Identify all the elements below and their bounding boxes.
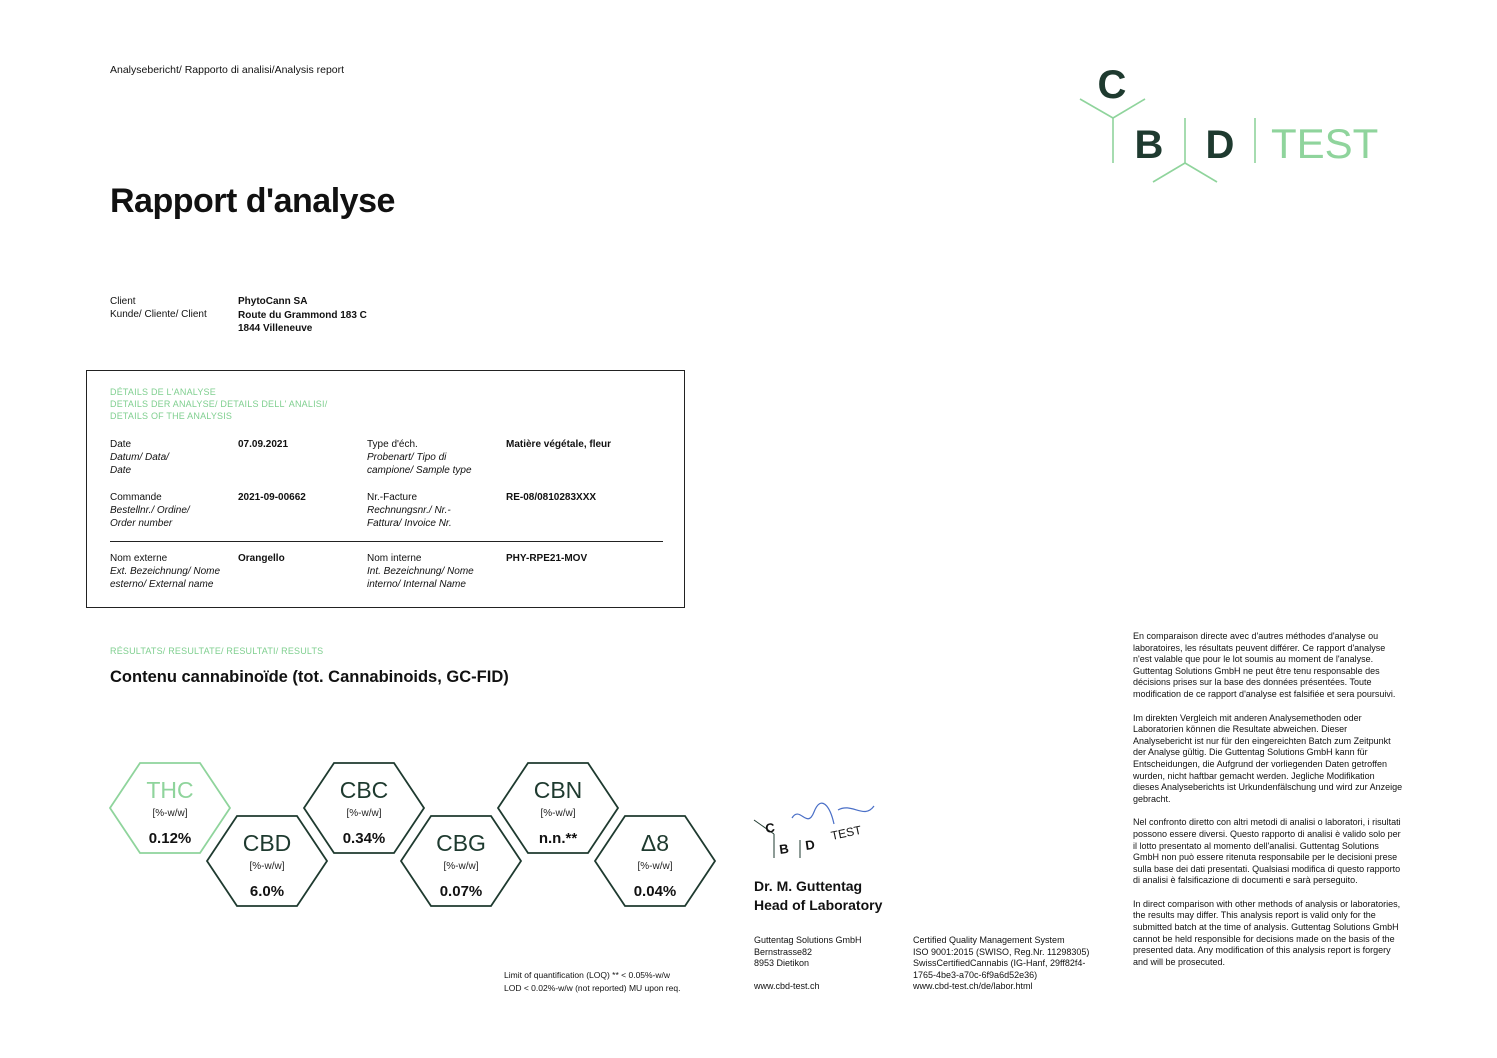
invoice-label-text: Nr.-Facture bbox=[367, 492, 418, 503]
stamp-letter-c: C bbox=[764, 819, 776, 836]
loq-line: Limit of quantification (LOQ) ** < 0.05%-w/w bbox=[504, 970, 671, 980]
lab-website: www.cbd-test.ch/de/labor.html bbox=[913, 981, 1033, 991]
sample-type-label bbox=[367, 438, 472, 477]
order-value: 2021-09-00662 bbox=[238, 492, 306, 503]
client-label-translations: Kunde/ Cliente/ Client bbox=[110, 309, 207, 320]
disclaimer-fr: En comparaison directe avec d'autres méthodes d'analyse ou laboratoires, les résultats peuvent différer. Ce rapport d'analyse n'est valable que pour le lot soumis au moment de l'analyse. Guttentag Solutions GmbH ne peut être tenu responsable des décisions prises sur la base des données présentées. Toute modification de ce rapport d'analyse est falsifiée et sera poursuivi. bbox=[1133, 631, 1396, 699]
invoice-label-sub: Rechnungsnr./ Nr.- bbox=[367, 505, 451, 516]
signature-stamp bbox=[752, 800, 892, 870]
loq-line: LOD < 0.02%-w/w (not reported) MU upon req. bbox=[504, 983, 681, 993]
cannabinoid-unit: [%-w/w] bbox=[249, 861, 285, 872]
sample-type-label-sub: Probenart/ Tipo di bbox=[367, 452, 447, 463]
handwritten-signature bbox=[792, 803, 874, 824]
int-name-label-sub: interno/ Internal Name bbox=[367, 579, 466, 590]
int-name-value: PHY-RPE21-MOV bbox=[506, 553, 588, 564]
hex-cbn bbox=[498, 763, 618, 853]
swiss-cert-line: 1765-4be3-a70c-6f9a6d52e36) bbox=[913, 969, 1038, 980]
cannabinoid-value: 6.0% bbox=[249, 883, 285, 900]
ext-name-label-sub: esterno/ External name bbox=[110, 579, 214, 590]
hex-cbd bbox=[207, 816, 327, 906]
order-label-sub: Order number bbox=[110, 518, 173, 529]
hex-thc bbox=[110, 763, 230, 853]
signatory-role: Head of Laboratory bbox=[754, 897, 883, 913]
date-value: 07.09.2021 bbox=[238, 439, 289, 450]
cannabinoid-hexagons bbox=[100, 735, 720, 910]
signatory-name: Dr. M. Guttentag bbox=[754, 878, 863, 894]
page-title: Rapport d'analyse bbox=[110, 182, 395, 220]
details-heading bbox=[110, 386, 327, 422]
cbd-test-logo bbox=[1075, 62, 1395, 187]
sample-type-value: Matière végétale, fleur bbox=[506, 439, 612, 450]
disclaimer-en: In direct comparison with other methods of analysis or laboratories, the results may differ. This analysis report is valid only for the submitted batch at the time of analysis. Guttentag Solutions GmbH cannot be held responsible for decisions made on the basis of the presented data. Any modification of this analysis report is forgery and will be prosecuted. bbox=[1133, 898, 1401, 967]
results-section-title: Contenu cannabinoïde (tot. Cannabinoids, GC-FID) bbox=[110, 668, 509, 686]
stamp-letter-b: B bbox=[778, 840, 790, 857]
stamp-word-test: TEST bbox=[829, 822, 863, 843]
ext-name-label-text: Nom externe bbox=[110, 553, 168, 564]
iso-line: ISO 9001:2015 (SWISO, Reg.Nr. 11298305) bbox=[913, 946, 1090, 957]
date-label bbox=[110, 438, 169, 477]
cannabinoid-value: n.n.** bbox=[538, 830, 578, 847]
client-label: Client bbox=[110, 296, 136, 307]
date-label-sub: Datum/ Data/ bbox=[110, 452, 169, 463]
details-heading-line: DETAILS DER ANALYSE/ DETAILS DELL' ANALISI/ bbox=[110, 399, 328, 409]
disclaimer-it: Nel confronto diretto con altri metodi di analisi o laboratori, i risultati possono essere diversi. Questo rapporto di analisi è valido solo per il lotto presentato al momento dell'analisi. Guttentag Solutions GmbH non può essere ritenuta responsabile per le decisioni prese sulla base dei dati presentati. Qualsiasi modifica di questo rapporto di analisi è falsificazione di documenti e sarà perseguito. bbox=[1133, 817, 1401, 886]
sample-type-label-sub: campione/ Sample type bbox=[367, 465, 472, 476]
cannabinoid-name: CBN bbox=[533, 777, 583, 803]
details-divider bbox=[110, 541, 663, 542]
sample-type-label-text: Type d'éch. bbox=[367, 439, 418, 450]
disclaimer-de: Im direkten Vergleich mit anderen Analysemethoden oder Laboratorien können die Resultate abweichen. Dieser Analysebericht ist nur für den eingereichten Batch zum Zeitpunkt der Analyse gültig. Die Guttentag Solutions GmbH kann für Entscheidungen, die Aufgrund der vorliegenden Daten getroffen wurden, nicht haftbar gemacht werden. Jegliche Modifikation dieses Analyseberichts ist Urkundenfälschung und wird zur Anzeige gebracht. bbox=[1133, 712, 1403, 804]
cannabinoid-name: THC bbox=[146, 777, 194, 803]
stamp-letter-d: D bbox=[804, 836, 816, 853]
cannabinoid-unit: [%-w/w] bbox=[443, 861, 479, 872]
company-street: Bernstrasse82 bbox=[754, 946, 813, 957]
client-city: 1844 Villeneuve bbox=[238, 323, 313, 334]
order-label-sub: Bestellnr./ Ordine/ bbox=[110, 505, 190, 516]
int-name-label-text: Nom interne bbox=[367, 553, 422, 564]
cannabinoid-unit: [%-w/w] bbox=[637, 861, 673, 872]
signatory bbox=[754, 877, 882, 915]
company-certifications bbox=[913, 935, 1089, 993]
int-name-label-sub: Int. Bezeichnung/ Nome bbox=[367, 566, 474, 577]
client-labels bbox=[110, 295, 207, 321]
invoice-label bbox=[367, 491, 452, 530]
cannabinoid-unit: [%-w/w] bbox=[346, 808, 382, 819]
cannabinoid-value: 0.07% bbox=[439, 883, 483, 900]
invoice-value: RE-08/0810283XXX bbox=[506, 492, 597, 503]
client-name: PhytoCann SA bbox=[238, 296, 308, 307]
results-heading: RÉSULTATS/ RESULTATE/ RESULTATI/ RESULTS bbox=[110, 646, 324, 656]
order-label bbox=[110, 491, 190, 530]
order-label-text: Commande bbox=[110, 492, 162, 503]
company-website: www.cbd-test.ch bbox=[754, 981, 820, 991]
cannabinoid-name: CBG bbox=[436, 830, 486, 856]
cannabinoid-value: 0.12% bbox=[148, 830, 192, 847]
loq-note bbox=[504, 969, 680, 995]
client-street: Route du Grammond 183 C bbox=[238, 309, 367, 321]
logo-word-test: TEST bbox=[1271, 120, 1379, 167]
client-address bbox=[238, 295, 367, 336]
report-type-label: Analysebericht/ Rapporto di analisi/Analysis report bbox=[110, 64, 345, 76]
cannabinoid-value: 0.34% bbox=[342, 830, 386, 847]
hex-cbg bbox=[401, 816, 521, 906]
ext-name-label-sub: Ext. Bezeichnung/ Nome bbox=[110, 566, 221, 577]
cannabinoid-value: 0.04% bbox=[633, 883, 677, 900]
company-name: Guttentag Solutions GmbH bbox=[754, 935, 862, 945]
hex-8 bbox=[595, 816, 715, 906]
hex-cbc bbox=[304, 763, 424, 853]
cannabinoid-unit: [%-w/w] bbox=[540, 808, 576, 819]
details-heading-line: DÉTAILS DE L'ANALYSE bbox=[110, 387, 216, 397]
invoice-label-sub: Fattura/ Invoice Nr. bbox=[367, 518, 452, 529]
swiss-cert-line: SwissCertifiedCannabis (IG-Hanf, 29ff82f4- bbox=[913, 958, 1086, 968]
ext-name-value: Orangello bbox=[238, 553, 285, 564]
int-name-label bbox=[367, 552, 474, 591]
logo-letter-d: D bbox=[1205, 123, 1235, 167]
details-heading-line: DETAILS OF THE ANALYSIS bbox=[110, 411, 233, 421]
qms-line: Certified Quality Management System bbox=[913, 935, 1065, 945]
ext-name-label bbox=[110, 552, 220, 591]
company-address bbox=[754, 935, 862, 993]
cannabinoid-name: CBC bbox=[339, 777, 389, 803]
logo-letter-b: B bbox=[1134, 123, 1164, 167]
cannabinoid-name: Δ8 bbox=[640, 830, 670, 856]
disclaimer bbox=[1133, 631, 1403, 980]
date-label-sub: Date bbox=[110, 465, 132, 476]
logo-letter-c: C bbox=[1097, 63, 1127, 107]
cannabinoid-unit: [%-w/w] bbox=[152, 808, 188, 819]
date-label-text: Date bbox=[110, 439, 132, 450]
cannabinoid-name: CBD bbox=[242, 830, 292, 856]
company-city: 8953 Dietikon bbox=[754, 958, 810, 968]
